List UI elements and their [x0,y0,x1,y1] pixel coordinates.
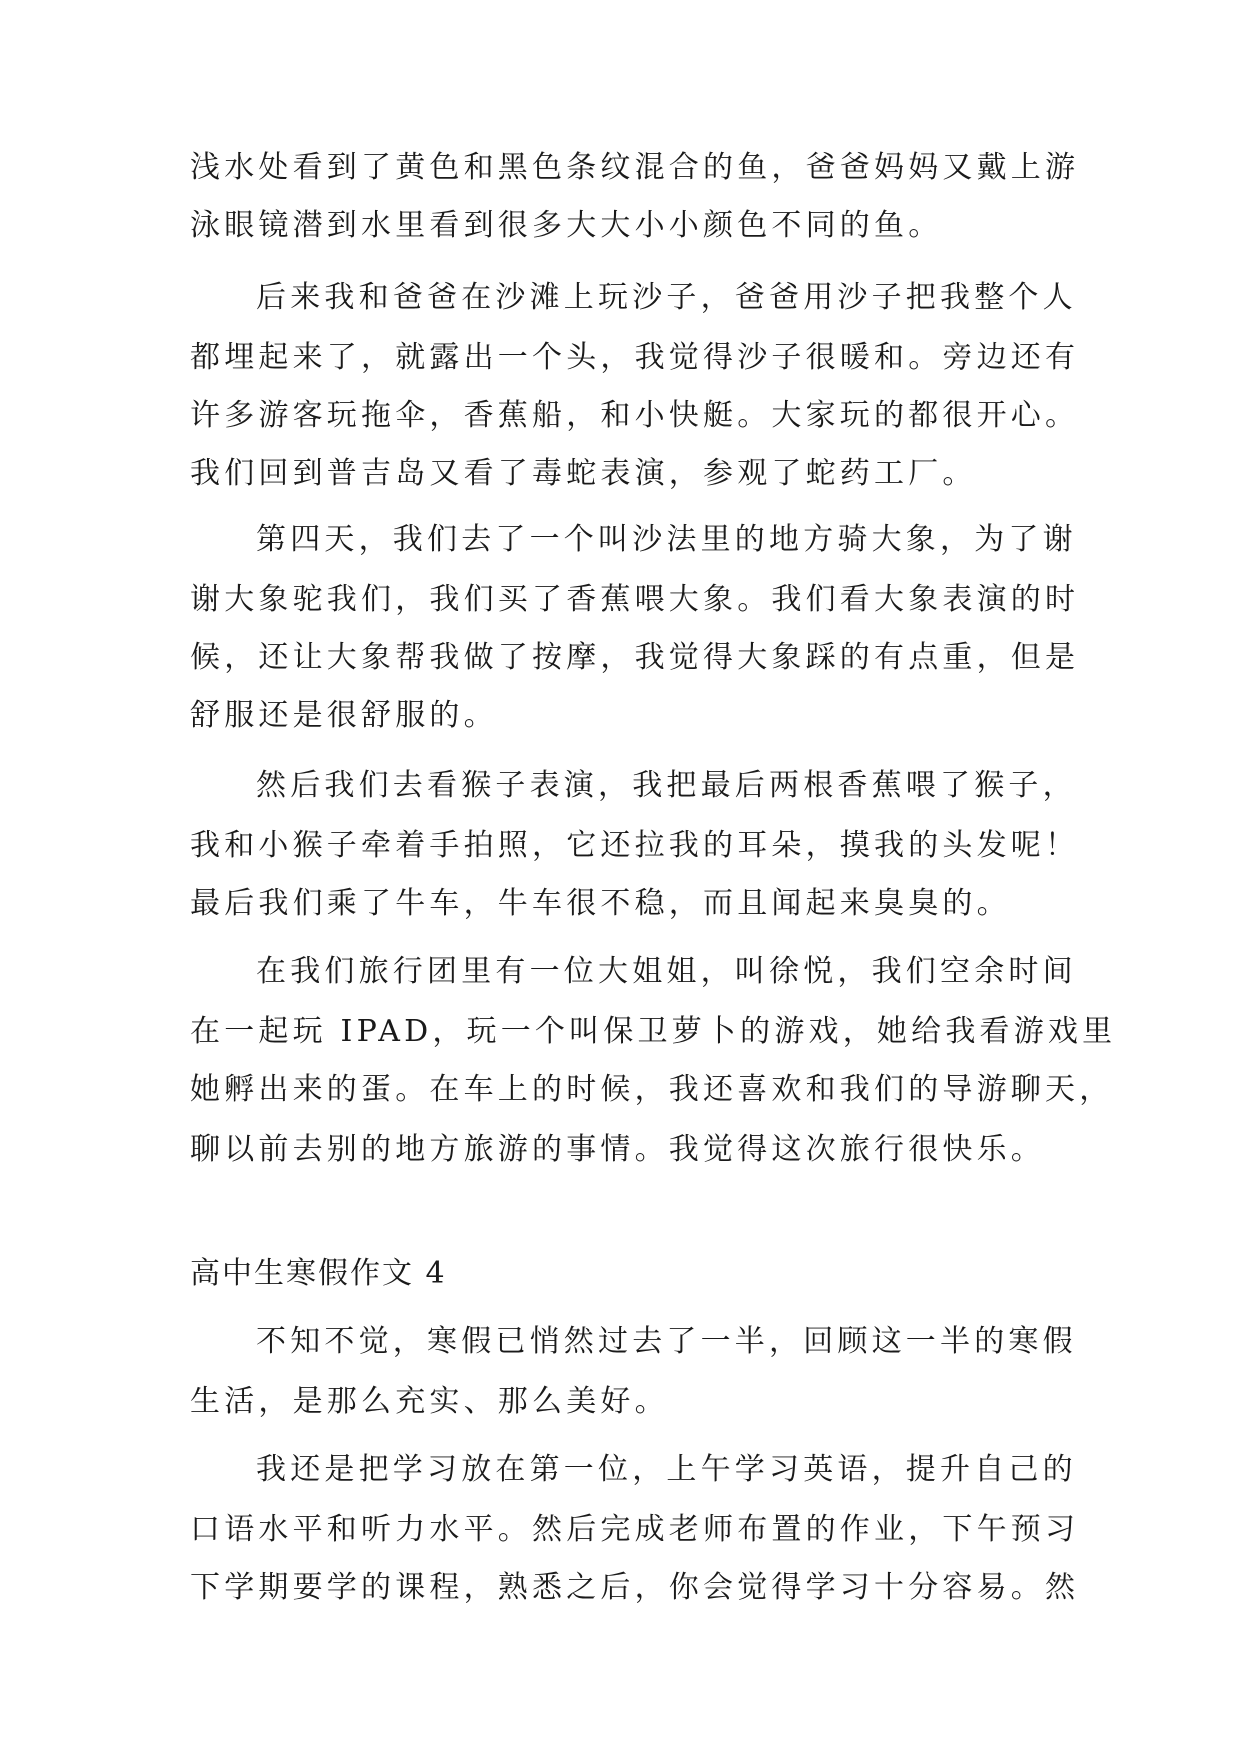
text-line: 谢大象驼我们，我们买了香蕉喂大象。我们看大象表演的时 [190,582,1080,617]
text-line: 在一起玩 IPAD，玩一个叫保卫萝卜的游戏，她给我看游戏里 [190,1014,1117,1049]
text-line: 候，还让大象帮我做了按摩，我觉得大象踩的有点重，但是 [190,640,1080,675]
text-line: 最后我们乘了牛车，牛车很不稳，而且闻起来臭臭的。 [190,886,1011,921]
text-line: 我和小猴子牵着手拍照，它还拉我的耳朵，摸我的头发呢！ [190,828,1080,863]
text-line: 许多游客玩拖伞，香蕉船，和小快艇。大家玩的都很开心。 [190,398,1080,433]
text-line: 泳眼镜潜到水里看到很多大大小小颜色不同的鱼。 [190,208,943,243]
text-line: 浅水处看到了黄色和黑色条纹混合的鱼，爸爸妈妈又戴上游 [190,150,1080,185]
text-line: 口语水平和听力水平。然后完成老师布置的作业，下午预习 [190,1512,1080,1547]
paragraph-start-line: 然后我们去看猴子表演，我把最后两根香蕉喂了猴子， [256,768,1077,803]
text-line: 聊以前去别的地方旅游的事情。我觉得这次旅行很快乐。 [190,1132,1045,1167]
paragraph-start-line: 后来我和爸爸在沙滩上玩沙子，爸爸用沙子把我整个人 [256,280,1077,315]
text-line: 生活，是那么充实、那么美好。 [190,1384,669,1419]
text-line: 她孵出来的蛋。在车上的时候，我还喜欢和我们的导游聊天， [190,1072,1114,1107]
paragraph-start-line: 第四天，我们去了一个叫沙法里的地方骑大象，为了谢 [256,522,1077,557]
text-line: 下学期要学的课程，熟悉之后，你会觉得学习十分容易。然 [190,1570,1080,1605]
paragraph-start-line: 我还是把学习放在第一位，上午学习英语，提升自己的 [256,1452,1077,1487]
section-title: 高中生寒假作文 4 [190,1256,447,1291]
text-line: 我们回到普吉岛又看了毒蛇表演，参观了蛇药工厂。 [190,456,977,491]
paragraph-start-line: 不知不觉，寒假已悄然过去了一半，回顾这一半的寒假 [256,1324,1077,1359]
text-line: 舒服还是很舒服的。 [190,698,498,733]
paragraph-start-line: 在我们旅行团里有一位大姐姐，叫徐悦，我们空余时间 [256,954,1077,989]
text-line: 都埋起来了，就露出一个头，我觉得沙子很暖和。旁边还有 [190,340,1080,375]
